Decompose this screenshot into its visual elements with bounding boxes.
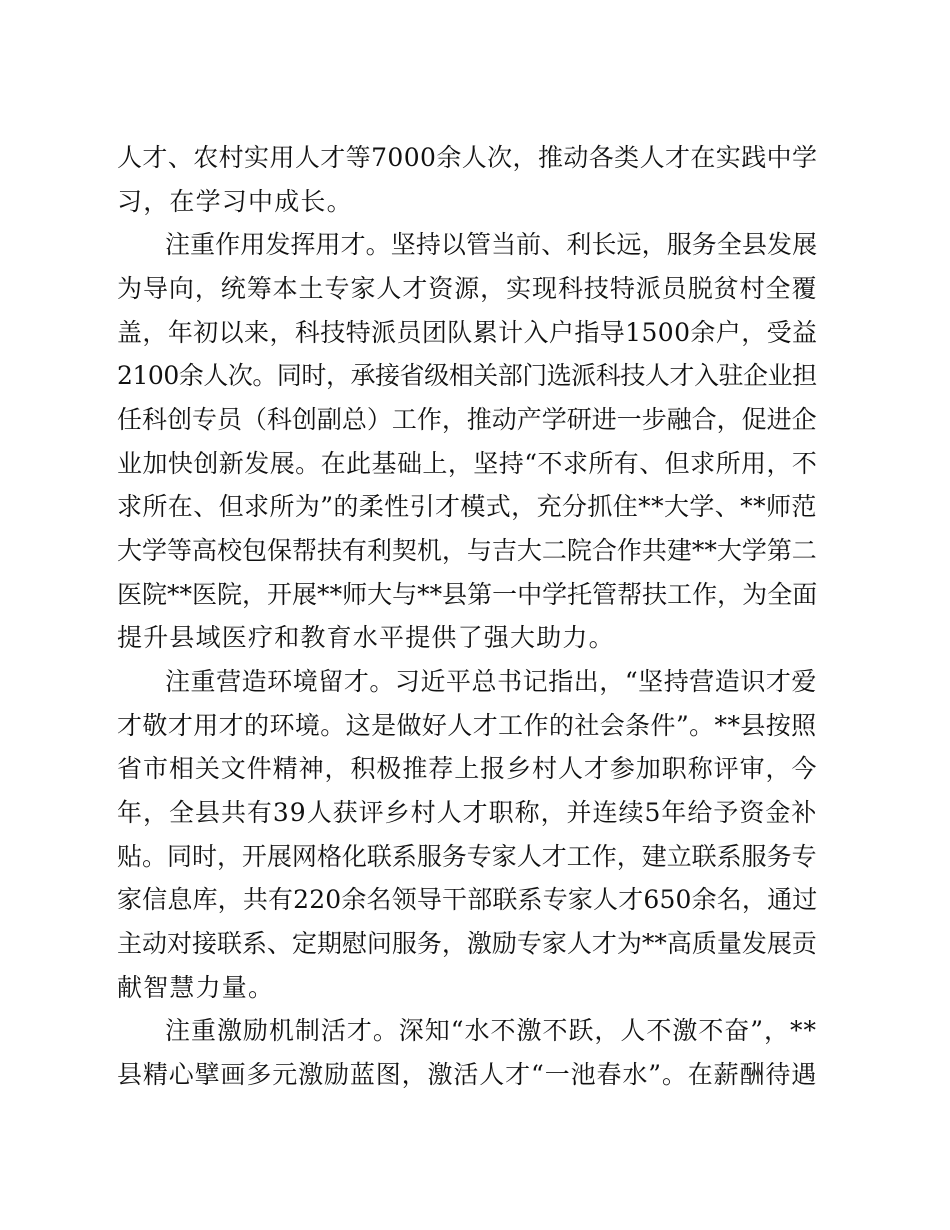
text-line: 注重作用发挥用才。坚持以管当前、利长远，服务全县发展: [165, 230, 818, 259]
text-line: 医院**医院，开展**师大与**县第一中学托管帮扶工作，为全面: [117, 580, 818, 609]
text-line: 任科创专员（科创副总）工作，推动产学研进一步融合，促进企: [117, 405, 817, 434]
text-line: 主动对接联系、定期慰问服务，激励专家人才为**高质量发展贡: [117, 929, 817, 958]
text-line: 献智慧力量。: [117, 973, 275, 1002]
text-line: 求所在、但求所为”的柔性引才模式，充分抓住**大学、**师范: [117, 492, 817, 521]
text-line: 提升县域医疗和教育水平提供了强大助力。: [117, 623, 615, 652]
text-line: 家信息库，共有220余名领导干部联系专家人才650余名，通过: [117, 885, 818, 914]
text-line: 习，在学习中成长。: [117, 187, 353, 216]
text-line: 贴。同时，开展网格化联系服务专家人才工作，建立联系服务专: [117, 842, 817, 871]
text-line: 县精心擘画多元激励蓝图，激活人才“一池春水”。在薪酬待遇: [117, 1060, 818, 1089]
text-line: 注重营造环境留才。习近平总书记指出，“坚持营造识才爱: [165, 667, 817, 696]
text-line: 大学等高校包保帮扶有利契机，与吉大二院合作共建**大学第二: [117, 536, 817, 565]
text-line: 人才、农村实用人才等7000余人次，推动各类人才在实践中学: [117, 143, 818, 172]
text-line: 注重激励机制活才。深知“水不激不跃，人不激不奋”，**: [165, 1016, 817, 1045]
text-line: 才敬才用才的环境。这是做好人才工作的社会条件”。**县按照: [117, 711, 817, 740]
text-line: 年，全县共有39人获评乡村人才职称，并连续5年给予资金补: [117, 798, 818, 827]
text-line: 省市相关文件精神，积极推荐上报乡村人才参加职称评审，今: [117, 754, 818, 783]
text-line: 盖，年初以来，科技特派员团队累计入户指导1500余户，受益: [117, 318, 818, 347]
text-line: 为导向，统筹本土专家人才资源，实现科技特派员脱贫村全覆: [117, 274, 818, 303]
text-line: 2100余人次。同时，承接省级相关部门选派科技人才入驻企业担: [117, 361, 817, 390]
text-line: 业加快创新发展。在此基础上，坚持“不求所有、但求所用，不: [117, 449, 818, 478]
